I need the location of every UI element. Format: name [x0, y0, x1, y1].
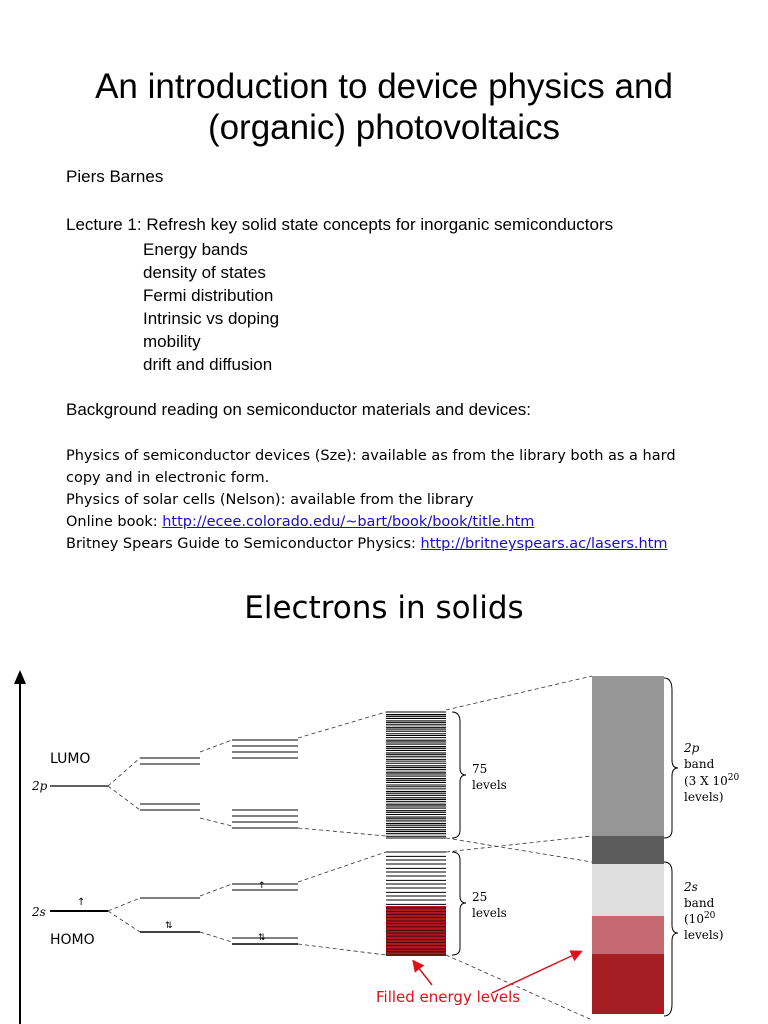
filled-energy-levels-label: Filled energy levels	[376, 988, 521, 1006]
reference-item	[66, 445, 676, 467]
reference-text: Britney Spears Guide to Semiconductor Physics:	[66, 536, 421, 552]
levels-25-block	[386, 852, 446, 956]
svg-text:↑: ↑	[258, 881, 266, 891]
topic-item: Intrinsic vs doping	[143, 309, 280, 328]
band-2s-levels: levels)	[684, 928, 724, 942]
band-2p-exponent: 20	[727, 773, 740, 783]
title-line-1: An introduction to device physics and	[95, 67, 673, 106]
tetra-levels	[232, 740, 298, 944]
svg-text:↑: ↑	[77, 897, 86, 908]
topic-item: Fermi distribution	[143, 286, 274, 305]
reference-text: Physics of semiconductor devices (Sze): available as from the library both as a hard	[66, 448, 676, 464]
topic-item: mobility	[143, 332, 201, 351]
levels-75-count: 75	[472, 762, 488, 776]
reference-list	[66, 445, 676, 555]
background-reading-heading: Background reading on semiconductor materials and devices:	[66, 400, 531, 419]
britney-spears-guide-link[interactable]: http://britneyspears.ac/lasers.htm	[420, 536, 668, 552]
diatomic-levels	[140, 758, 200, 932]
title-line-2: (organic) photovoltaics	[207, 108, 561, 147]
lumo-label: LUMO	[50, 751, 91, 767]
band-2p-mantissa: (3 X 10	[684, 774, 728, 788]
section-title: Electrons in solids	[244, 590, 524, 626]
energy-axis	[14, 670, 26, 1024]
band-2s-symbol: 2s	[684, 880, 698, 894]
reference-item	[66, 467, 676, 489]
reference-text: Physics of solar cells (Nelson): available from the library	[66, 492, 474, 508]
band-2s-mantissa: (10	[684, 912, 704, 926]
band-2s-count	[684, 911, 716, 926]
online-book-link[interactable]: http://ecee.colorado.edu/~bart/book/book/title.htm	[162, 514, 535, 530]
svg-text:⇅: ⇅	[165, 921, 173, 931]
reference-text: Online book:	[66, 514, 163, 530]
band-2p-levels: levels)	[684, 790, 724, 804]
energy-level-diagram	[0, 660, 768, 1024]
levels-75-block	[386, 712, 446, 838]
topic-item: density of states	[143, 263, 266, 282]
topic-item: drift and diffusion	[143, 355, 273, 374]
band-2s-word: band	[684, 896, 715, 910]
filled-annotation-arrows	[414, 952, 580, 993]
author-name: Piers Barnes	[66, 167, 164, 186]
reference-text: copy and in electronic form.	[66, 470, 270, 486]
reference-item	[66, 533, 676, 555]
lecture-heading: Lecture 1: Refresh key solid state concepts for inorganic semiconductors	[66, 215, 614, 234]
levels-75-word: levels	[472, 778, 507, 792]
topic-item: Energy bands	[143, 240, 248, 259]
connector-lines	[108, 676, 592, 1020]
svg-text:⇅: ⇅	[258, 933, 266, 943]
levels-25-count: 25	[472, 890, 488, 904]
levels-25-word: levels	[472, 906, 507, 920]
page-title	[0, 66, 768, 148]
level-2s-label: 2s	[32, 905, 46, 919]
atomic-levels	[50, 786, 108, 911]
band-2s-exponent: 20	[703, 911, 716, 921]
solid-bands	[592, 676, 664, 1014]
homo-label: HOMO	[50, 932, 95, 948]
topic-list	[143, 238, 279, 376]
reference-item	[66, 511, 676, 533]
band-2p-word: band	[684, 757, 715, 771]
reference-item	[66, 489, 676, 511]
level-2p-label: 2p	[32, 779, 48, 793]
band-2p-count	[684, 773, 739, 788]
band-2p-symbol: 2p	[684, 741, 700, 755]
